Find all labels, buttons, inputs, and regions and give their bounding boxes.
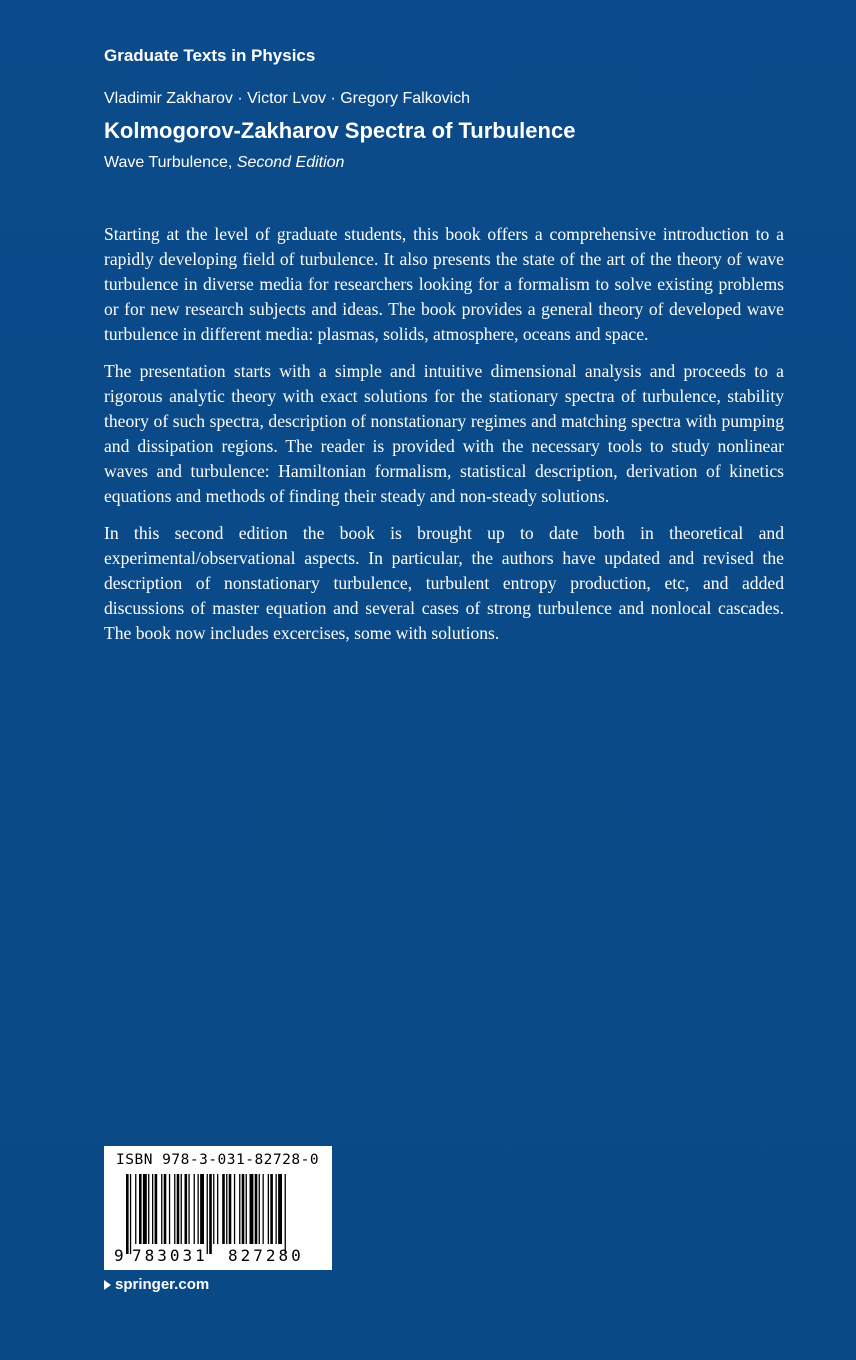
barcode-bar — [278, 1174, 282, 1244]
ean-digits — [114, 1246, 324, 1268]
barcode-bar — [185, 1174, 188, 1244]
barcode-panel — [104, 1146, 332, 1270]
book-subtitle — [104, 154, 344, 172]
barcode-bar — [161, 1174, 162, 1244]
barcode-bar — [152, 1174, 153, 1244]
barcode-bar — [200, 1174, 204, 1244]
barcode-bar — [207, 1174, 208, 1254]
book-title: Kolmogorov-Zakharov Spectra of Turbulence — [104, 118, 576, 143]
arrow-right-icon — [104, 1280, 111, 1290]
ean-right-group: 827280 — [228, 1246, 304, 1265]
barcode-bar — [130, 1174, 131, 1254]
barcode-bar — [143, 1174, 147, 1244]
barcode-bar — [250, 1174, 254, 1244]
barcode-bar — [226, 1174, 227, 1244]
edition-label: Second Edition — [236, 154, 345, 171]
series-name: Graduate Texts in Physics — [104, 46, 316, 65]
barcode-bar — [194, 1174, 195, 1244]
barcode-bar — [234, 1174, 235, 1244]
barcode-bar — [164, 1174, 167, 1244]
barcode-bar — [174, 1174, 175, 1244]
barcode-bar — [126, 1174, 129, 1254]
barcode-bar — [181, 1174, 182, 1244]
ean-first-digit: 9 — [114, 1246, 124, 1265]
barcode-bar — [139, 1174, 142, 1244]
description-paragraph-2: The presentation starts with a simple and intuitive dimensional analysis and proceeds to a rigorous analytic theory with exact solutions for the stationary spectra of turbulence, stability theory of such spectra, description of nonstationary regimes and matching spectra with pumping and dissipation regions. The reader is provided with the necessary tools to study nonlinear waves and turbulence: Hamiltonian formalism, statistical description, derivation of kinetics equations and methods of finding their steady and non-steady solutions. — [104, 361, 784, 506]
barcode-bar — [285, 1174, 286, 1254]
publisher-link-text: springer.com — [115, 1276, 210, 1293]
barcode-bar — [155, 1174, 158, 1244]
barcode-bar — [255, 1174, 258, 1244]
barcode-bar — [263, 1174, 264, 1244]
barcode-bar — [188, 1174, 189, 1244]
barcode-bar — [135, 1174, 136, 1244]
barcode-bar — [217, 1174, 218, 1244]
authors: Vladimir Zakharov · Victor Lvov · Gregory Falkovich — [104, 90, 471, 107]
barcode-bar — [242, 1174, 245, 1244]
barcode-bar — [246, 1174, 247, 1244]
barcode-bar — [222, 1174, 225, 1244]
barcode-bar — [177, 1174, 180, 1244]
barcode-bar — [209, 1174, 212, 1254]
barcode-bar — [268, 1174, 269, 1244]
description-paragraph-1: Starting at the level of graduate students, this book offers a comprehensive introduction to a rapidly developing field of turbulence. It also presents the state of the art of the theory of wave turbulence in diverse media for researchers looking for a formalism to solve existing problems or for new research subjects and ideas. The book provides a general theory of developed wave turbulence in different media: plasmas, solids, atmosphere, oceans and space. — [104, 224, 784, 344]
barcode-bar — [239, 1174, 240, 1244]
barcode-icon — [114, 1174, 324, 1254]
barcode-bar — [169, 1174, 170, 1244]
barcode-bar — [229, 1174, 232, 1244]
publisher-link[interactable] — [104, 1276, 209, 1293]
barcode-bar — [148, 1174, 149, 1244]
ean-left-group: 783031 — [132, 1246, 208, 1265]
description — [104, 222, 784, 658]
barcode-bar — [198, 1174, 199, 1244]
barcode-bar — [276, 1174, 277, 1244]
description-paragraph-3: In this second edition the book is brought up to date both in theoretical and experimental/observational aspects. In particular, the authors have updated and revised the description of nonstationary turbulence, turbulent entropy production, etc, and added discussions of master equation and several cases of strong turbulence and nonlocal cascades. The book now includes excercises, some with solutions. — [104, 523, 784, 643]
barcode-bar — [259, 1174, 260, 1244]
subtitle-main: Wave Turbulence, — [104, 154, 237, 171]
barcode-bar — [270, 1174, 273, 1244]
barcode-bar — [213, 1174, 214, 1244]
isbn-number: ISBN 978-3-031-82728-0 — [116, 1152, 320, 1168]
